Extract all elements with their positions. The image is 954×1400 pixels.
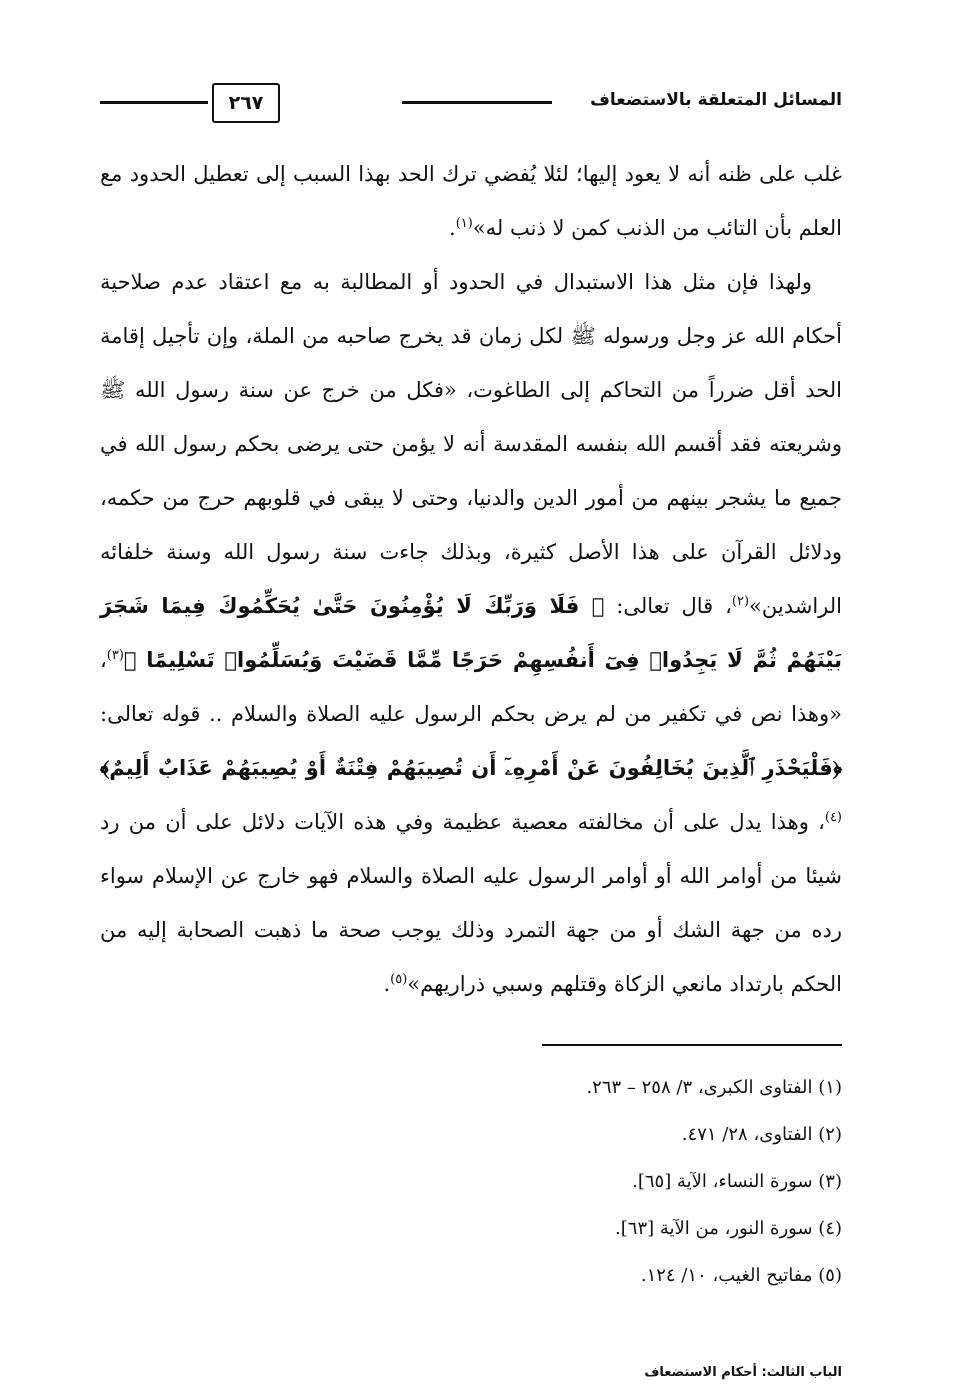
paragraph-2-text-c: ، «وهذا نص في تكفير من لم يرض بحكم الرسول عليه الصلاة والسلام .. قوله تعالى:	[100, 648, 842, 726]
paragraph-1-end: .	[449, 216, 456, 240]
footnote-item: (٥) مفاتيح الغيب، ١٠/ ١٢٤.	[640, 1265, 842, 1286]
footnote-ref-5: (٥)	[390, 972, 408, 987]
paragraph-2-text-a: ولهذا فإن مثل هذا الاستبدال في الحدود أو المطالبة به مع اعتقاد عدم صلاحية أحكام الله عز وجل ورسوله ﷺ لكل زمان قد يخرج صاحبه من الملة، وإن تأجيل إقامة الحد أقل ضرراً من التحاكم إلى الطاغوت، «فكل من خرج عن سنة رسول الله ﷺ وشريعته فقد أقسم الله بنفسه المقدسة أنه لا يؤمن حتى يرضى بحكم رسول الله في جميع ما يشجر بينهم من أمور الدين والدنيا، وحتى لا يبقى في قلوبهم حرج من حكمه، ودلائل القرآن على هذا الأصل كثيرة، وبذلك جاءت سنة رسول الله وسنة خلفائه الراشدين»	[100, 270, 842, 618]
main-text	[100, 147, 842, 1011]
quran-verse-nur-63: ﴿فَلْيَحْذَرِ ٱلَّذِينَ يُخَالِفُونَ عَنْ أَمْرِهِۦٓ أَن تُصِيبَهُمْ فِتْنَةٌ أَوْ يُصِيبَهُمْ عَذَابٌ أَلِيمٌ﴾	[100, 756, 842, 780]
paragraph-2	[100, 255, 842, 1011]
footnote-separator	[542, 1044, 842, 1046]
header-rule-right	[402, 101, 552, 104]
page-header	[100, 80, 842, 130]
footnote-item: (١) الفتاوى الكبرى، ٣/ ٢٥٨ – ٢٦٣.	[586, 1077, 842, 1098]
quran-verse-nisa-65: ﴿ فَلَا وَرَبِّكَ لَا يُؤْمِنُونَ حَتَّىٰ يُحَكِّمُوكَ فِيمَا شَجَرَ بَيْنَهُمْ ثُمَّ لَا يَجِدُوا۟ فِىٓ أَنفُسِهِمْ حَرَجًا مِّمَّا قَضَيْتَ وَيُسَلِّمُوا۟ تَسْلِيمًا ﴾	[100, 594, 842, 672]
footnotes-list	[100, 1064, 842, 1299]
paragraph-1-text: غلب على ظنه أنه لا يعود إليها؛ لئلا يُفضي ترك الحد بهذا السبب إلى تعطيل الحدود مع العلم بأن التائب من الذنب كمن لا ذنب له»	[100, 162, 842, 240]
footnote-ref-2: (٢)	[731, 594, 750, 609]
footnote-item: (٢) الفتاوى، ٢٨/ ٤٧١.	[681, 1124, 842, 1145]
footnote-item: (٤) سورة النور، من الآية [٦٣].	[615, 1218, 842, 1239]
paragraph-2-end: .	[383, 972, 391, 996]
page-number: ٢٦٧	[212, 83, 280, 123]
paragraph-2-text-d: ، وهذا يدل على أن مخالفته معصية عظيمة وفي هذه الآيات دلائل على أن من رد شيئا من أوامر الله أو أوامر الرسول عليه الصلاة والسلام فهو خارج عن الإسلام سواء رده من جهة الشك أو من جهة التمرد وذلك يوجب صحة ما ذهبت الصحابة إليه من الحكم بارتداد مانعي الزكاة وقتلهم وسبي ذراريهم»	[100, 810, 842, 996]
footnote-ref-1: (١)	[455, 216, 473, 231]
running-head-title: المسائل المتعلقة بالاستضعاف	[590, 90, 842, 110]
paragraph-1	[100, 147, 842, 255]
paragraph-2-text-b: ، قال تعالى:	[604, 594, 732, 618]
footnote-item: (٣) سورة النساء، الآية [٦٥].	[632, 1171, 842, 1192]
footnote-ref-4: (٤)	[824, 810, 842, 825]
footnote-ref-3: (٣)	[106, 648, 124, 663]
running-foot: الباب الثالث: أحكام الاستضعاف	[644, 1365, 842, 1380]
header-rule-left	[100, 101, 208, 104]
